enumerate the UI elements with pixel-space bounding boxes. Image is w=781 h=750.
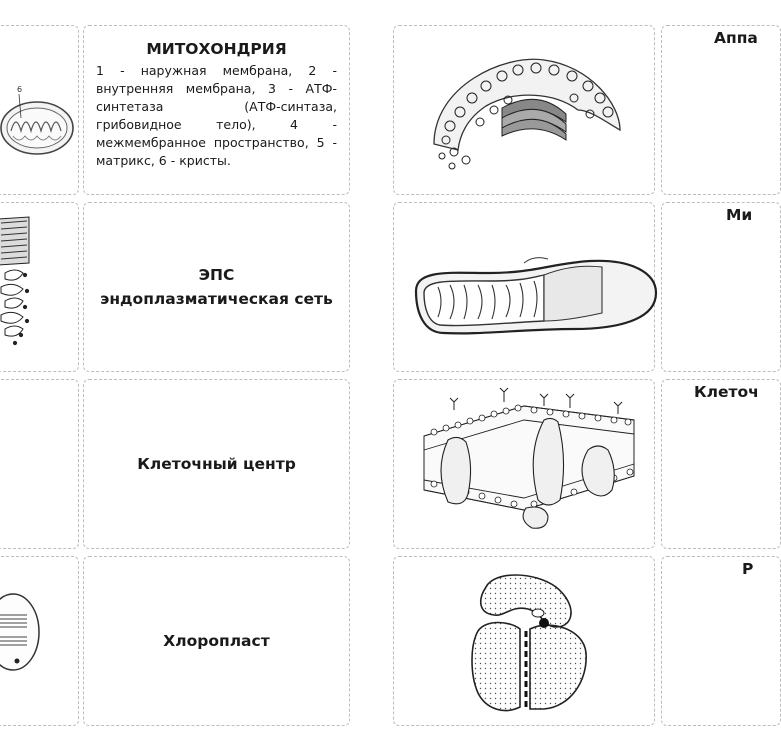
golgi-label: Аппа xyxy=(714,29,758,47)
membrane-label: Клеточ xyxy=(694,383,759,401)
mitochondrion-description-card[interactable] xyxy=(83,25,350,195)
mitochondrion-figure xyxy=(0,26,80,196)
mitochondrion-title: МИТОХОНДРИЯ xyxy=(146,40,287,58)
mito-number-label: 6 xyxy=(17,85,23,94)
mitochondrion-image-card[interactable] xyxy=(0,25,79,195)
golgi-apparatus-figure xyxy=(394,26,656,196)
ribosome-figure xyxy=(394,557,656,727)
chloroplast-title: Хлоропласт xyxy=(163,632,270,650)
membrane-label-card[interactable] xyxy=(661,379,781,549)
golgi-label-card[interactable] xyxy=(661,25,781,195)
chloroplast-label-card[interactable] xyxy=(83,556,350,726)
golgi-image-card[interactable] xyxy=(393,25,655,195)
chloroplast-figure xyxy=(0,557,80,727)
eps-label-card[interactable] xyxy=(83,202,350,372)
mitochondrion-right-image-card[interactable] xyxy=(393,202,655,372)
eps-figure xyxy=(0,203,80,373)
chloroplast-image-card[interactable] xyxy=(0,556,79,726)
cell-center-image-card[interactable] xyxy=(0,379,79,549)
ribosome-image-card[interactable] xyxy=(393,556,655,726)
ribosome-label-card[interactable] xyxy=(661,556,781,726)
eps-subtitle: эндоплазматическая сеть xyxy=(100,290,333,308)
cell-center-label-card[interactable] xyxy=(83,379,350,549)
mitochondrion-description-text: 1 - наружная мембрана, 2 - внутренняя мембрана, 3 - АТФ-синтетаза (АТФ-синтаза, грибовидное тело), 4 - межмембранное пространство, 5 - матрикс, 6 - кристы. xyxy=(96,63,337,168)
ribosome-label: Р xyxy=(742,560,754,578)
cell-membrane-figure xyxy=(394,380,656,550)
mitochondrion-right-label-card[interactable] xyxy=(661,202,781,372)
mitochondrion-cutaway-figure xyxy=(394,203,656,373)
eps-image-card[interactable] xyxy=(0,202,79,372)
mitochondrion-right-label: Ми xyxy=(726,206,753,224)
membrane-image-card[interactable] xyxy=(393,379,655,549)
cell-center-title: Клеточный центр xyxy=(137,455,296,473)
eps-title: ЭПС xyxy=(198,266,235,284)
